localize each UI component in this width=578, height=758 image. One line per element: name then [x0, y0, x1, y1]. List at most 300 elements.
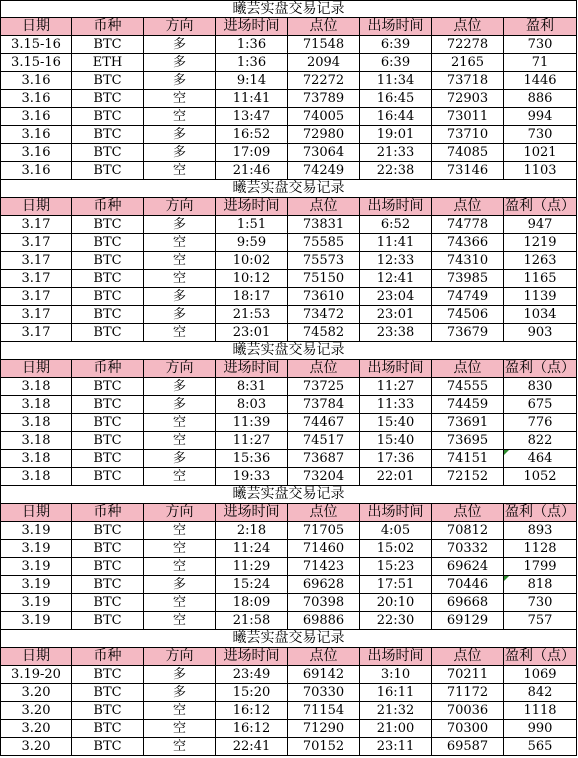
cell-entry-time: [216, 270, 288, 288]
date-value: 3.19: [21, 541, 51, 556]
cell-direction: [144, 594, 216, 612]
cell-entry-price: [288, 666, 360, 684]
cell-exit-price: [432, 432, 504, 450]
profit-value: 730: [527, 595, 553, 610]
cell-entry-price: [288, 270, 360, 288]
header-entry-price: 点位: [288, 504, 360, 522]
cell-entry-time: [216, 216, 288, 234]
cell-profit: [504, 234, 577, 252]
cell-entry-price: [288, 576, 360, 594]
cell-date: [0, 720, 72, 738]
direction-value: 空: [172, 523, 186, 538]
exit-price-value: 73011: [446, 109, 489, 124]
cell-coin: [72, 522, 144, 540]
exit-time-value: 12:41: [376, 271, 415, 286]
profit-value: 990: [527, 721, 553, 736]
cell-exit-time: [360, 594, 432, 612]
date-value: 3.17: [21, 217, 51, 232]
table-row: [0, 324, 577, 342]
header-direction: 方向: [144, 648, 216, 666]
date-value: 3.17: [21, 289, 51, 304]
cell-date: [0, 666, 72, 684]
date-value: 3.18: [21, 433, 51, 448]
header-entry-price: 点位: [288, 18, 360, 36]
direction-value: 多: [172, 127, 186, 142]
cell-entry-time: [216, 324, 288, 342]
cell-profit: [504, 558, 577, 576]
entry-price-value: 69628: [302, 577, 345, 592]
header-entry-time: 进场时间: [216, 18, 288, 36]
cell-entry-time: [216, 306, 288, 324]
header-exit-time: 出场时间: [360, 18, 432, 36]
coin-value: BTC: [93, 145, 122, 160]
entry-price-value: 73064: [302, 145, 345, 160]
header-date: 日期: [0, 504, 72, 522]
exit-time-value: 22:38: [376, 163, 415, 178]
exit-price-value: 73985: [446, 271, 489, 286]
profit-value: 464: [527, 451, 553, 466]
profit-value: 757: [527, 613, 553, 628]
profit-value: 565: [527, 739, 553, 754]
entry-time-value: 21:53: [232, 307, 271, 322]
date-value: 3.17: [21, 235, 51, 250]
header-exit-price: 点位: [432, 198, 504, 216]
header-date: 日期: [0, 18, 72, 36]
entry-time-value: 21:58: [232, 613, 271, 628]
cell-date: [0, 522, 72, 540]
header-date: 日期: [0, 360, 72, 378]
exit-time-value: 23:11: [376, 739, 415, 754]
cell-profit: [504, 108, 577, 126]
cell-exit-time: [360, 126, 432, 144]
cell-coin: [72, 216, 144, 234]
coin-value: BTC: [93, 415, 122, 430]
cell-entry-time: [216, 234, 288, 252]
exit-time-value: 17:51: [376, 577, 415, 592]
cell-direction: [144, 234, 216, 252]
cell-entry-time: [216, 540, 288, 558]
cell-entry-time: [216, 126, 288, 144]
table-row: [0, 468, 577, 486]
cell-profit: [504, 126, 577, 144]
entry-time-value: 1:36: [236, 55, 267, 70]
exit-price-value: 69129: [446, 613, 489, 628]
cell-exit-time: [360, 378, 432, 396]
date-value: 3.19: [21, 595, 51, 610]
date-value: 3.16: [21, 109, 51, 124]
entry-price-value: 75585: [302, 235, 345, 250]
cell-exit-price: [432, 216, 504, 234]
cell-direction: [144, 270, 216, 288]
table-title: 曦芸实盘交易记录: [0, 0, 577, 18]
exit-time-value: 21:00: [376, 721, 415, 736]
cell-exit-price: [432, 558, 504, 576]
cell-exit-time: [360, 522, 432, 540]
entry-price-value: 71154: [302, 703, 345, 718]
cell-exit-time: [360, 234, 432, 252]
exit-time-value: 16:45: [376, 91, 415, 106]
cell-note-indicator: [504, 450, 509, 455]
cell-exit-time: [360, 288, 432, 306]
exit-time-value: 11:27: [376, 379, 415, 394]
entry-price-value: 70152: [302, 739, 345, 754]
cell-date: [0, 288, 72, 306]
trade-table-2: [0, 180, 577, 342]
entry-time-value: 11:27: [232, 433, 271, 448]
direction-value: 空: [172, 739, 186, 754]
entry-time-value: 8:03: [236, 397, 267, 412]
cell-profit: [504, 612, 577, 630]
cell-entry-price: [288, 414, 360, 432]
entry-time-value: 15:20: [232, 685, 271, 700]
coin-value: BTC: [93, 577, 122, 592]
cell-direction: [144, 612, 216, 630]
cell-exit-price: [432, 576, 504, 594]
cell-exit-price: [432, 234, 504, 252]
direction-value: 空: [172, 703, 186, 718]
header-profit: 盈利（点）: [505, 360, 575, 376]
table-title: 曦芸实盘交易记录: [0, 630, 577, 648]
header-exit-time: 出场时间: [360, 504, 432, 522]
exit-time-value: 16:11: [376, 685, 415, 700]
coin-value: BTC: [93, 667, 122, 682]
table-row: [0, 396, 577, 414]
header-exit-price: 点位: [432, 360, 504, 378]
entry-price-value: 73725: [302, 379, 345, 394]
entry-time-value: 23:01: [232, 325, 271, 340]
table-row: [0, 54, 577, 72]
cell-entry-time: [216, 738, 288, 756]
cell-exit-price: [432, 306, 504, 324]
cell-date: [0, 234, 72, 252]
cell-date: [0, 144, 72, 162]
entry-price-value: 73831: [302, 217, 345, 232]
cell-coin: [72, 378, 144, 396]
cell-date: [0, 216, 72, 234]
date-value: 3.17: [21, 325, 51, 340]
date-value: 3.16: [21, 91, 51, 106]
cell-date: [0, 612, 72, 630]
header-coin: 币种: [72, 360, 144, 378]
cell-direction: [144, 684, 216, 702]
cell-exit-time: [360, 414, 432, 432]
date-value: 3.16: [21, 145, 51, 160]
cell-exit-price: [432, 738, 504, 756]
cell-exit-price: [432, 396, 504, 414]
cell-entry-price: [288, 540, 360, 558]
cell-coin: [72, 324, 144, 342]
header-entry-time: 进场时间: [216, 648, 288, 666]
cell-exit-time: [360, 270, 432, 288]
exit-price-value: 73691: [446, 415, 489, 430]
entry-price-value: 71460: [302, 541, 345, 556]
cell-entry-price: [288, 324, 360, 342]
cell-date: [0, 396, 72, 414]
cell-coin: [72, 126, 144, 144]
table-title: 曦芸实盘交易记录: [0, 342, 577, 360]
cell-coin: [72, 162, 144, 180]
cell-entry-time: [216, 702, 288, 720]
cell-date: [0, 36, 72, 54]
exit-price-value: 73679: [446, 325, 489, 340]
exit-time-value: 20:10: [376, 595, 415, 610]
date-value: 3.16: [21, 73, 51, 88]
cell-coin: [72, 576, 144, 594]
exit-time-value: 11:41: [376, 235, 415, 250]
table-row: [0, 270, 577, 288]
cell-entry-time: [216, 558, 288, 576]
cell-entry-time: [216, 612, 288, 630]
cell-direction: [144, 108, 216, 126]
cell-profit: [504, 522, 577, 540]
cell-entry-price: [288, 594, 360, 612]
cell-exit-price: [432, 414, 504, 432]
profit-value: 71: [531, 55, 549, 70]
cell-entry-price: [288, 162, 360, 180]
entry-price-value: 71423: [302, 559, 345, 574]
cell-direction: [144, 432, 216, 450]
direction-value: 空: [172, 433, 186, 448]
cell-direction: [144, 450, 216, 468]
cell-entry-time: [216, 378, 288, 396]
exit-price-value: 74749: [446, 289, 489, 304]
cell-direction: [144, 666, 216, 684]
date-value: 3.18: [21, 379, 51, 394]
coin-value: BTC: [93, 523, 122, 538]
cell-direction: [144, 414, 216, 432]
header-profit: 盈利（点）: [505, 198, 575, 214]
cell-exit-time: [360, 720, 432, 738]
header-coin: 币种: [72, 648, 144, 666]
cell-entry-price: [288, 288, 360, 306]
cell-coin: [72, 432, 144, 450]
header-entry-price: 点位: [288, 198, 360, 216]
cell-profit: [504, 666, 577, 684]
exit-price-value: 69587: [446, 739, 489, 754]
cell-direction: [144, 144, 216, 162]
cell-exit-price: [432, 288, 504, 306]
table-row: [0, 162, 577, 180]
cell-exit-price: [432, 270, 504, 288]
table-row: [0, 306, 577, 324]
cell-exit-time: [360, 216, 432, 234]
cell-entry-price: [288, 306, 360, 324]
cell-date: [0, 252, 72, 270]
exit-price-value: 70812: [446, 523, 489, 538]
exit-price-value: 74151: [446, 451, 489, 466]
header-profit: 盈利（点）: [505, 648, 575, 664]
header-exit-price: 点位: [432, 504, 504, 522]
cell-coin: [72, 594, 144, 612]
entry-time-value: 23:49: [232, 667, 271, 682]
cell-entry-time: [216, 288, 288, 306]
date-value: 3.19: [21, 523, 51, 538]
coin-value: BTC: [93, 73, 122, 88]
cell-exit-time: [360, 324, 432, 342]
entry-price-value: 2094: [306, 55, 341, 70]
direction-value: 多: [172, 289, 186, 304]
entry-price-value: 70398: [302, 595, 345, 610]
direction-value: 空: [172, 559, 186, 574]
cell-direction: [144, 738, 216, 756]
entry-time-value: 9:59: [236, 235, 267, 250]
exit-price-value: 69624: [446, 559, 489, 574]
header-coin: 币种: [72, 18, 144, 36]
cell-direction: [144, 54, 216, 72]
entry-time-value: 11:29: [232, 559, 271, 574]
coin-value: BTC: [93, 703, 122, 718]
table-row: [0, 702, 577, 720]
exit-time-value: 6:39: [380, 55, 411, 70]
coin-value: BTC: [93, 721, 122, 736]
cell-direction: [144, 306, 216, 324]
header-entry-time: 进场时间: [216, 198, 288, 216]
table-row: [0, 234, 577, 252]
coin-value: BTC: [93, 433, 122, 448]
coin-value: BTC: [93, 253, 122, 268]
profit-value: 675: [527, 397, 553, 412]
exit-price-value: 73146: [446, 163, 489, 178]
entry-price-value: 73204: [302, 469, 345, 484]
cell-entry-time: [216, 72, 288, 90]
cell-exit-time: [360, 432, 432, 450]
cell-date: [0, 450, 72, 468]
cell-entry-time: [216, 108, 288, 126]
cell-exit-price: [432, 90, 504, 108]
table-row: [0, 90, 577, 108]
date-value: 3.15-16: [11, 55, 61, 70]
coin-value: BTC: [93, 37, 122, 52]
table-row: [0, 684, 577, 702]
coin-value: ETH: [92, 55, 123, 70]
table-row: [0, 36, 577, 54]
profit-value: 1263: [523, 253, 557, 268]
direction-value: 空: [172, 109, 186, 124]
exit-price-value: 69668: [446, 595, 489, 610]
entry-price-value: 73687: [302, 451, 345, 466]
profit-value: 1021: [523, 145, 557, 160]
header-coin: 币种: [72, 504, 144, 522]
direction-value: 多: [172, 145, 186, 160]
cell-entry-price: [288, 108, 360, 126]
cell-coin: [72, 144, 144, 162]
cell-coin: [72, 306, 144, 324]
entry-price-value: 69142: [302, 667, 345, 682]
exit-price-value: 70211: [446, 667, 489, 682]
date-value: 3.16: [21, 127, 51, 142]
cell-date: [0, 738, 72, 756]
cell-date: [0, 558, 72, 576]
cell-exit-time: [360, 702, 432, 720]
exit-price-value: 72278: [446, 37, 489, 52]
cell-exit-price: [432, 144, 504, 162]
profit-value: 842: [527, 685, 553, 700]
cell-entry-price: [288, 216, 360, 234]
cell-exit-price: [432, 324, 504, 342]
profit-value: 1069: [523, 667, 557, 682]
cell-exit-price: [432, 594, 504, 612]
direction-value: 多: [172, 451, 186, 466]
exit-time-value: 22:30: [376, 613, 415, 628]
cell-coin: [72, 450, 144, 468]
cell-entry-time: [216, 144, 288, 162]
cell-entry-price: [288, 378, 360, 396]
cell-profit: [504, 36, 577, 54]
cell-exit-time: [360, 738, 432, 756]
direction-value: 多: [172, 217, 186, 232]
exit-price-value: 73718: [446, 73, 489, 88]
cell-exit-price: [432, 684, 504, 702]
cell-exit-time: [360, 684, 432, 702]
cell-exit-time: [360, 108, 432, 126]
cell-exit-price: [432, 54, 504, 72]
coin-value: BTC: [93, 685, 122, 700]
entry-time-value: 16:12: [232, 703, 271, 718]
cell-profit: [504, 144, 577, 162]
cell-entry-price: [288, 36, 360, 54]
date-value: 3.19-20: [11, 667, 61, 682]
date-value: 3.17: [21, 271, 51, 286]
cell-exit-time: [360, 144, 432, 162]
exit-time-value: 12:33: [376, 253, 415, 268]
entry-time-value: 2:18: [236, 523, 267, 538]
cell-coin: [72, 108, 144, 126]
table-row: [0, 558, 577, 576]
table-row: [0, 126, 577, 144]
cell-direction: [144, 72, 216, 90]
cell-coin: [72, 720, 144, 738]
entry-price-value: 71705: [302, 523, 345, 538]
header-date: 日期: [0, 198, 72, 216]
cell-exit-time: [360, 612, 432, 630]
table-title: 曦芸实盘交易记录: [0, 180, 577, 198]
exit-time-value: 3:10: [380, 667, 411, 682]
cell-entry-price: [288, 612, 360, 630]
cell-entry-time: [216, 432, 288, 450]
cell-coin: [72, 234, 144, 252]
direction-value: 多: [172, 685, 186, 700]
profit-value: 822: [527, 433, 553, 448]
entry-time-value: 15:24: [232, 577, 271, 592]
date-value: 3.20: [21, 703, 51, 718]
header-profit: 盈利: [504, 18, 577, 36]
cell-profit: [504, 306, 577, 324]
entry-price-value: 71548: [302, 37, 345, 52]
cell-exit-price: [432, 612, 504, 630]
cell-date: [0, 432, 72, 450]
cell-coin: [72, 666, 144, 684]
cell-coin: [72, 252, 144, 270]
cell-date: [0, 576, 72, 594]
cell-exit-time: [360, 162, 432, 180]
cell-exit-price: [432, 72, 504, 90]
date-value: 3.18: [21, 451, 51, 466]
entry-price-value: 74467: [302, 415, 345, 430]
cell-entry-price: [288, 72, 360, 90]
exit-time-value: 15:40: [376, 433, 415, 448]
cell-direction: [144, 540, 216, 558]
trade-table-1: [0, 0, 577, 180]
cell-exit-time: [360, 540, 432, 558]
table-row: [0, 252, 577, 270]
table-row: [0, 666, 577, 684]
cell-exit-time: [360, 468, 432, 486]
entry-price-value: 72272: [302, 73, 345, 88]
cell-entry-time: [216, 522, 288, 540]
entry-price-value: 73610: [302, 289, 345, 304]
direction-value: 空: [172, 595, 186, 610]
coin-value: BTC: [93, 541, 122, 556]
